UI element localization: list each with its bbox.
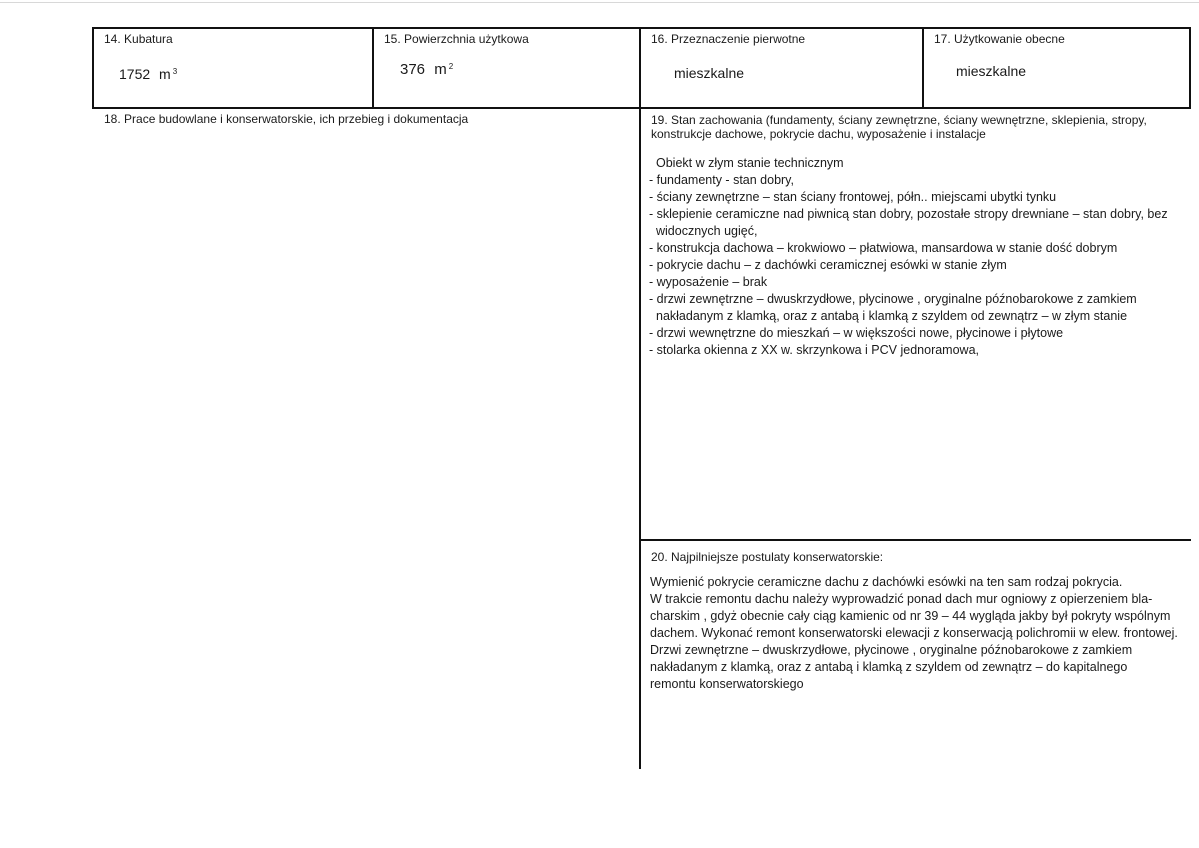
field-14-label: 14. Kubatura — [104, 32, 173, 46]
postulate-line: remontu konserwatorskiego — [650, 677, 804, 691]
postulate-line: nakładanym z klamką, oraz z antabą i klamką z szyldem od zewnątrz – do kapitalnego — [650, 660, 1128, 674]
row-divider — [92, 107, 1191, 109]
field-18-label: 18. Prace budowlane i konserwatorskie, ich przebieg i dokumentacja — [104, 112, 469, 126]
condition-line: - drzwi zewnętrzne – dwuskrzydłowe, płycinowe , oryginalne późnobarokowe z zamkiem — [649, 292, 1137, 306]
condition-line: - drzwi wewnętrzne do mieszkań – w większości nowe, płycinowe i płytowe — [649, 326, 1064, 340]
condition-line: - sklepienie ceramiczne nad piwnicą stan dobry, pozostałe stropy drewniane – stan dobry, bez — [649, 207, 1168, 221]
field-15-number: 376 — [400, 61, 426, 78]
field-17-value: mieszkalne — [956, 63, 1027, 79]
form-left-border — [92, 27, 94, 109]
condition-list — [649, 155, 1189, 359]
field-14-number: 1752 — [119, 66, 151, 82]
divider-16-17 — [922, 27, 924, 109]
field-19-label-line2: konstrukcje dachowe, pokrycie dachu, wyposażenie i instalacje — [651, 127, 986, 141]
condition-line: - stolarka okienna z XX w. skrzynkowa i PCV jednoramowa, — [649, 343, 979, 357]
condition-line: nakładanym z klamką, oraz z antabą i klamką z szyldem od zewnątrz – w złym stanie — [656, 309, 1128, 323]
field-15-label: 15. Powierzchnia użytkowa — [384, 32, 529, 46]
field-14-exponent: 3 — [172, 67, 178, 76]
postulate-line: dachem. Wykonać remont konserwatorski elewacji z konserwacją polichromii w elew. frontowej. — [650, 626, 1178, 640]
condition-line: - konstrukcja dachowa – krokwiowo – płatwiowa, mansardowa w stanie dość dobrym — [649, 241, 1118, 255]
condition-line: Obiekt w złym stanie technicznym — [656, 156, 844, 170]
section-19-20-divider — [640, 539, 1191, 541]
postulate-line: Drzwi zewnętrzne – dwuskrzydłowe, płycinowe , oryginalne późnobarokowe z zamkiem — [650, 643, 1133, 657]
form-right-border — [1189, 27, 1191, 109]
divider-center — [639, 27, 641, 769]
postulate-line: W trakcie remontu dachu należy wyprowadzić ponad dach mur ogniowy z opierzeniem bla- — [650, 592, 1153, 606]
field-15-value — [400, 61, 453, 78]
field-14-unit: m — [159, 66, 171, 82]
divider-14-15 — [372, 27, 374, 109]
condition-line: - wyposażenie – brak — [649, 275, 768, 289]
field-20-label: 20. Najpilniejsze postulaty konserwatorskie: — [651, 550, 884, 564]
field-19-label-line1: 19. Stan zachowania (fundamenty, ściany zewnętrzne, ściany wewnętrzne, sklepienia, stropy, — [651, 113, 1147, 127]
condition-line: widocznych ugięć, — [656, 224, 758, 238]
field-16-value: mieszkalne — [674, 65, 745, 81]
condition-line: - ściany zewnętrzne – stan ściany frontowej, półn.. miejscami ubytki tynku — [649, 190, 1057, 204]
field-15-exponent: 2 — [448, 62, 454, 71]
postulate-line: charskim , gdyż obecnie cały ciąg kamienic od nr 39 – 44 wygląda jakby był pokryty wspólnym — [650, 609, 1171, 623]
condition-line: - fundamenty - stan dobry, — [649, 173, 794, 187]
field-14-value — [119, 66, 177, 82]
condition-line: - pokrycie dachu – z dachówki ceramicznej esówki w stanie złym — [649, 258, 1007, 272]
postulates-text — [650, 574, 1190, 693]
scan-edge — [0, 2, 1199, 3]
field-17-label: 17. Użytkowanie obecne — [934, 32, 1065, 46]
field-16-label: 16. Przeznaczenie pierwotne — [651, 32, 806, 46]
field-19-label — [651, 113, 1147, 141]
field-15-unit: m — [434, 61, 447, 78]
form-top-border — [92, 27, 1191, 29]
postulate-line: Wymienić pokrycie ceramiczne dachu z dachówki esówki na ten sam rodzaj pokrycia. — [650, 575, 1123, 589]
